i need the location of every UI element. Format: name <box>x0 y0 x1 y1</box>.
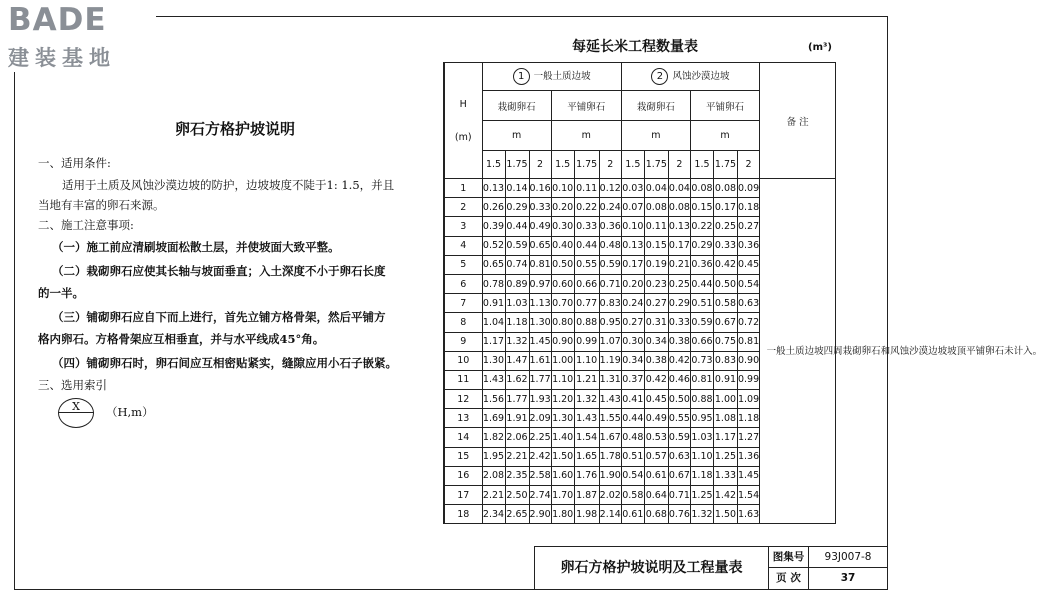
value-cell: 2.08 <box>482 466 505 485</box>
value-cell: 0.58 <box>713 294 737 313</box>
value-cell: 0.18 <box>737 198 759 217</box>
value-cell: 0.95 <box>690 409 713 428</box>
value-cell: 1.93 <box>529 390 551 409</box>
value-cell: 1.32 <box>690 505 713 524</box>
row-height-cell: 14 <box>444 428 482 447</box>
value-cell: 0.44 <box>621 409 644 428</box>
value-cell: 0.27 <box>644 294 668 313</box>
value-cell: 0.88 <box>574 313 599 332</box>
slope-header-cell: 1.5 <box>621 151 644 179</box>
value-cell: 0.29 <box>668 294 690 313</box>
row-height-cell: 11 <box>444 370 482 389</box>
value-cell: 0.51 <box>690 294 713 313</box>
value-cell: 0.42 <box>713 255 737 274</box>
g2-sub-b: 平铺卵石 <box>690 91 759 121</box>
slope-header-cell: 1.75 <box>574 151 599 179</box>
value-cell: 1.43 <box>574 409 599 428</box>
page-no-label: 页 次 <box>769 568 809 589</box>
value-cell: 1.10 <box>690 447 713 466</box>
value-cell: 0.26 <box>482 198 505 217</box>
note-item-3-line2: 格内卵石。方格骨架应互相垂直，并与水平线成45°角。 <box>38 332 325 346</box>
value-cell: 1.08 <box>713 409 737 428</box>
value-cell: 0.58 <box>621 486 644 505</box>
value-cell: 1.77 <box>505 390 529 409</box>
value-cell: 0.81 <box>529 255 551 274</box>
value-cell: 1.50 <box>713 505 737 524</box>
index-symbol-x: X <box>72 400 80 413</box>
value-cell: 1.27 <box>737 428 759 447</box>
remarks-header: 备 注 <box>760 63 836 179</box>
value-cell: 0.21 <box>668 255 690 274</box>
index-symbol <box>58 398 94 428</box>
value-cell: 0.88 <box>690 390 713 409</box>
value-cell: 1.82 <box>482 428 505 447</box>
value-cell: 0.44 <box>690 274 713 293</box>
value-cell: 0.59 <box>668 428 690 447</box>
value-cell: 0.13 <box>668 217 690 236</box>
g1-sub-a: 栽砌卵石 <box>482 91 551 121</box>
value-cell: 0.59 <box>505 236 529 255</box>
section1-heading: 一、适用条件: <box>38 156 111 170</box>
note-item-2-line1: （二）栽砌卵石应使其长轴与坡面垂直；入土深度不小于卵石长度 <box>52 264 386 278</box>
value-cell: 0.33 <box>668 313 690 332</box>
value-cell: 0.15 <box>690 198 713 217</box>
group2-header <box>621 63 759 91</box>
value-cell: 0.14 <box>505 179 529 198</box>
value-cell: 1.33 <box>713 466 737 485</box>
value-cell: 0.25 <box>668 274 690 293</box>
row-height-cell: 18 <box>444 505 482 524</box>
h-label: H <box>459 98 467 110</box>
value-cell: 1.67 <box>599 428 621 447</box>
value-cell: 1.76 <box>574 466 599 485</box>
value-cell: 0.13 <box>621 236 644 255</box>
value-cell: 1.00 <box>551 351 574 370</box>
quantity-table <box>443 62 1042 524</box>
value-cell: 1.55 <box>599 409 621 428</box>
value-cell: 0.59 <box>599 255 621 274</box>
value-cell: 1.17 <box>713 428 737 447</box>
value-cell: 0.09 <box>737 179 759 198</box>
value-cell: 1.65 <box>574 447 599 466</box>
value-cell: 0.10 <box>551 179 574 198</box>
note-item-3-line1: （三）铺砌卵石应自下而上进行，首先立铺方格骨架，然后平铺方 <box>52 310 386 324</box>
value-cell: 0.46 <box>668 370 690 389</box>
atlas-no-value: 93J007-8 <box>809 547 887 568</box>
value-cell: 1.10 <box>551 370 574 389</box>
atlas-no-label: 图集号 <box>769 547 809 568</box>
value-cell: 0.20 <box>621 274 644 293</box>
value-cell: 0.67 <box>668 466 690 485</box>
note-item-4: （四）铺砌卵石时，卵石间应互相密贴紧实，缝隙应用小石子嵌紧。 <box>52 356 397 370</box>
row-height-cell: 16 <box>444 466 482 485</box>
value-cell: 1.77 <box>529 370 551 389</box>
group2-number: 2 <box>651 68 668 85</box>
slope-header-cell: 1.5 <box>690 151 713 179</box>
value-cell: 1.25 <box>690 486 713 505</box>
index-symbol-label: （H,m） <box>106 405 154 419</box>
value-cell: 1.45 <box>529 332 551 351</box>
value-cell: 1.21 <box>574 370 599 389</box>
value-cell: 0.10 <box>621 217 644 236</box>
value-cell: 0.04 <box>668 179 690 198</box>
value-cell: 0.36 <box>599 217 621 236</box>
value-cell: 0.61 <box>621 505 644 524</box>
h-unit: (m) <box>454 131 472 143</box>
value-cell: 0.45 <box>737 255 759 274</box>
value-cell: 1.18 <box>737 409 759 428</box>
value-cell: 0.91 <box>482 294 505 313</box>
value-cell: 0.44 <box>505 217 529 236</box>
value-cell: 0.34 <box>621 351 644 370</box>
value-cell: 0.97 <box>529 274 551 293</box>
value-cell: 0.57 <box>644 447 668 466</box>
value-cell: 0.65 <box>529 236 551 255</box>
value-cell: 0.38 <box>668 332 690 351</box>
value-cell: 0.41 <box>621 390 644 409</box>
slope-header-cell: 1.75 <box>505 151 529 179</box>
value-cell: 0.72 <box>737 313 759 332</box>
value-cell: 2.09 <box>529 409 551 428</box>
remarks-cell <box>760 179 1042 524</box>
value-cell: 0.61 <box>644 466 668 485</box>
value-cell: 0.30 <box>551 217 574 236</box>
value-cell: 0.74 <box>505 255 529 274</box>
row-height-cell: 1 <box>444 179 482 198</box>
value-cell: 2.06 <box>505 428 529 447</box>
value-cell: 0.24 <box>599 198 621 217</box>
table-unit: (m³) <box>808 42 832 53</box>
value-cell: 0.55 <box>668 409 690 428</box>
value-cell: 0.81 <box>690 370 713 389</box>
value-cell: 0.44 <box>574 236 599 255</box>
value-cell: 0.42 <box>668 351 690 370</box>
value-cell: 1.18 <box>505 313 529 332</box>
section1-line2: 当地有丰富的卵石来源。 <box>38 198 165 212</box>
value-cell: 0.30 <box>621 332 644 351</box>
value-cell: 1.19 <box>599 351 621 370</box>
value-cell: 2.50 <box>505 486 529 505</box>
value-cell: 1.04 <box>482 313 505 332</box>
value-cell: 1.87 <box>574 486 599 505</box>
slope-header-cell: 1.75 <box>644 151 668 179</box>
value-cell: 1.13 <box>529 294 551 313</box>
value-cell: 1.95 <box>482 447 505 466</box>
value-cell: 0.55 <box>574 255 599 274</box>
value-cell: 1.30 <box>482 351 505 370</box>
title-block-title: 卵石方格护坡说明及工程量表 <box>535 547 769 589</box>
value-cell: 0.68 <box>644 505 668 524</box>
value-cell: 0.07 <box>621 198 644 217</box>
value-cell: 0.50 <box>551 255 574 274</box>
value-cell: 2.25 <box>529 428 551 447</box>
value-cell: 0.36 <box>690 255 713 274</box>
value-cell: 1.20 <box>551 390 574 409</box>
row-height-cell: 7 <box>444 294 482 313</box>
value-cell: 0.81 <box>737 332 759 351</box>
row-height-cell: 5 <box>444 255 482 274</box>
slope-header-cell: 2 <box>599 151 621 179</box>
row-height-cell: 6 <box>444 274 482 293</box>
note-item-2-line2: 的一半。 <box>38 286 84 300</box>
group1-header <box>482 63 621 91</box>
value-cell: 1.31 <box>599 370 621 389</box>
value-cell: 0.22 <box>574 198 599 217</box>
value-cell: 0.08 <box>644 198 668 217</box>
value-cell: 1.78 <box>599 447 621 466</box>
value-cell: 1.60 <box>551 466 574 485</box>
value-cell: 0.54 <box>621 466 644 485</box>
table-title: 每延长米工程数量表 <box>572 39 698 55</box>
value-cell: 0.23 <box>644 274 668 293</box>
value-cell: 2.42 <box>529 447 551 466</box>
value-cell: 1.17 <box>482 332 505 351</box>
section3-heading: 三、选用索引 <box>38 378 107 392</box>
value-cell: 1.63 <box>737 505 759 524</box>
value-cell: 0.12 <box>599 179 621 198</box>
page-no-value: 37 <box>840 572 856 584</box>
value-cell: 0.36 <box>737 236 759 255</box>
slope-header-cell: 1.5 <box>482 151 505 179</box>
notes-title: 卵石方格护坡说明 <box>174 120 295 138</box>
value-cell: 0.52 <box>482 236 505 255</box>
value-cell: 0.99 <box>737 370 759 389</box>
value-cell: 0.70 <box>551 294 574 313</box>
row-height-cell: 4 <box>444 236 482 255</box>
value-cell: 0.63 <box>737 294 759 313</box>
value-cell: 0.48 <box>599 236 621 255</box>
value-cell: 0.63 <box>668 447 690 466</box>
value-cell: 0.51 <box>621 447 644 466</box>
value-cell: 0.33 <box>713 236 737 255</box>
value-cell: 0.67 <box>713 313 737 332</box>
value-cell: 1.32 <box>574 390 599 409</box>
value-cell: 0.45 <box>644 390 668 409</box>
slope-header-cell: 2 <box>529 151 551 179</box>
value-cell: 0.33 <box>529 198 551 217</box>
value-cell: 0.66 <box>574 274 599 293</box>
value-cell: 0.60 <box>551 274 574 293</box>
value-cell: 1.80 <box>551 505 574 524</box>
value-cell: 0.71 <box>599 274 621 293</box>
value-cell: 0.27 <box>737 217 759 236</box>
value-cell: 0.40 <box>551 236 574 255</box>
value-cell: 0.13 <box>482 179 505 198</box>
value-cell: 0.04 <box>644 179 668 198</box>
value-cell: 1.47 <box>505 351 529 370</box>
value-cell: 1.45 <box>737 466 759 485</box>
value-cell: 1.54 <box>574 428 599 447</box>
group1-label: 一般土质边坡 <box>533 71 591 82</box>
value-cell: 0.19 <box>644 255 668 274</box>
value-cell: 0.50 <box>713 274 737 293</box>
value-cell: 1.36 <box>737 447 759 466</box>
value-cell: 0.76 <box>668 505 690 524</box>
value-cell: 0.08 <box>690 179 713 198</box>
value-cell: 0.90 <box>737 351 759 370</box>
value-cell: 0.64 <box>644 486 668 505</box>
slope-header-cell: 1.75 <box>713 151 737 179</box>
value-cell: 0.66 <box>690 332 713 351</box>
value-cell: 0.08 <box>713 179 737 198</box>
value-cell: 1.91 <box>505 409 529 428</box>
value-cell: 0.38 <box>644 351 668 370</box>
note-item-1: （一）施工前应清刷坡面松散土层，并使坡面大致平整。 <box>52 240 340 254</box>
value-cell: 0.17 <box>621 255 644 274</box>
value-cell: 1.10 <box>574 351 599 370</box>
row-height-cell: 12 <box>444 390 482 409</box>
value-cell: 0.90 <box>551 332 574 351</box>
g2a-unit: m <box>621 121 690 151</box>
table-row <box>444 179 836 198</box>
value-cell: 0.89 <box>505 274 529 293</box>
slope-header-cell: 2 <box>737 151 759 179</box>
row-height-cell: 15 <box>444 447 482 466</box>
slope-header-cell: 1.5 <box>551 151 574 179</box>
value-cell: 1.30 <box>551 409 574 428</box>
g2b-unit: m <box>690 121 759 151</box>
value-cell: 2.14 <box>599 505 621 524</box>
value-cell: 0.48 <box>621 428 644 447</box>
value-cell: 1.69 <box>482 409 505 428</box>
row-height-cell: 13 <box>444 409 482 428</box>
value-cell: 0.11 <box>574 179 599 198</box>
logo-text-cn: 建装基地 <box>8 46 116 70</box>
value-cell: 2.35 <box>505 466 529 485</box>
value-cell: 0.99 <box>574 332 599 351</box>
value-cell: 1.43 <box>599 390 621 409</box>
value-cell: 0.33 <box>574 217 599 236</box>
value-cell: 0.17 <box>668 236 690 255</box>
slope-header-cell: 2 <box>668 151 690 179</box>
remarks-text: 一般土质边坡四周栽砌卵石和风蚀沙漠边坡坡顶平铺卵石未计入。 <box>766 345 1042 357</box>
value-cell: 1.32 <box>505 332 529 351</box>
value-cell: 1.25 <box>713 447 737 466</box>
value-cell: 0.17 <box>713 198 737 217</box>
value-cell: 0.54 <box>737 274 759 293</box>
value-cell: 2.02 <box>599 486 621 505</box>
row-height-cell: 8 <box>444 313 482 332</box>
value-cell: 2.58 <box>529 466 551 485</box>
value-cell: 1.56 <box>482 390 505 409</box>
value-cell: 2.74 <box>529 486 551 505</box>
value-cell: 0.11 <box>644 217 668 236</box>
value-cell: 1.00 <box>713 390 737 409</box>
value-cell: 1.62 <box>505 370 529 389</box>
value-cell: 0.91 <box>713 370 737 389</box>
value-cell: 1.54 <box>737 486 759 505</box>
value-cell: 0.49 <box>644 409 668 428</box>
value-cell: 0.78 <box>482 274 505 293</box>
value-cell: 0.08 <box>668 198 690 217</box>
section1-line1: 适用于土质及风蚀沙漠边坡的防护，边坡坡度不陡于1: 1.5，并且 <box>62 178 395 192</box>
value-cell: 0.22 <box>690 217 713 236</box>
group1-number: 1 <box>513 68 530 85</box>
g1b-unit: m <box>551 121 621 151</box>
g1-sub-b: 平铺卵石 <box>551 91 621 121</box>
value-cell: 0.34 <box>644 332 668 351</box>
value-cell: 1.40 <box>551 428 574 447</box>
value-cell: 0.71 <box>668 486 690 505</box>
row-height-cell: 17 <box>444 486 482 505</box>
value-cell: 1.30 <box>529 313 551 332</box>
value-cell: 0.03 <box>621 179 644 198</box>
value-cell: 0.15 <box>644 236 668 255</box>
value-cell: 2.21 <box>482 486 505 505</box>
value-cell: 0.31 <box>644 313 668 332</box>
value-cell: 0.59 <box>690 313 713 332</box>
value-cell: 0.73 <box>690 351 713 370</box>
value-cell: 0.83 <box>713 351 737 370</box>
value-cell: 0.25 <box>713 217 737 236</box>
value-cell: 0.27 <box>621 313 644 332</box>
section2-heading: 二、施工注意事项: <box>38 218 134 232</box>
value-cell: 0.80 <box>551 313 574 332</box>
row-height-cell: 9 <box>444 332 482 351</box>
value-cell: 1.09 <box>737 390 759 409</box>
value-cell: 0.29 <box>505 198 529 217</box>
logo-text-en: BADE <box>8 2 107 38</box>
h-header-cell <box>444 63 482 179</box>
value-cell: 2.65 <box>505 505 529 524</box>
value-cell: 1.50 <box>551 447 574 466</box>
value-cell: 0.95 <box>599 313 621 332</box>
value-cell: 0.83 <box>599 294 621 313</box>
value-cell: 0.65 <box>482 255 505 274</box>
g1a-unit: m <box>482 121 551 151</box>
title-block <box>534 546 888 590</box>
value-cell: 0.29 <box>690 236 713 255</box>
value-cell: 0.53 <box>644 428 668 447</box>
value-cell: 2.90 <box>529 505 551 524</box>
value-cell: 0.37 <box>621 370 644 389</box>
value-cell: 0.42 <box>644 370 668 389</box>
value-cell: 0.77 <box>574 294 599 313</box>
value-cell: 1.90 <box>599 466 621 485</box>
value-cell: 2.21 <box>505 447 529 466</box>
value-cell: 1.98 <box>574 505 599 524</box>
value-cell: 0.75 <box>713 332 737 351</box>
value-cell: 1.43 <box>482 370 505 389</box>
row-height-cell: 2 <box>444 198 482 217</box>
group2-label: 风蚀沙漠边坡 <box>672 71 730 82</box>
value-cell: 0.49 <box>529 217 551 236</box>
value-cell: 1.03 <box>505 294 529 313</box>
g2-sub-a: 栽砌卵石 <box>621 91 690 121</box>
value-cell: 1.70 <box>551 486 574 505</box>
value-cell: 0.50 <box>668 390 690 409</box>
value-cell: 0.16 <box>529 179 551 198</box>
value-cell: 1.61 <box>529 351 551 370</box>
value-cell: 1.07 <box>599 332 621 351</box>
logo <box>6 2 156 72</box>
row-height-cell: 3 <box>444 217 482 236</box>
value-cell: 0.39 <box>482 217 505 236</box>
value-cell: 1.42 <box>713 486 737 505</box>
value-cell: 2.34 <box>482 505 505 524</box>
value-cell: 1.18 <box>690 466 713 485</box>
value-cell: 0.20 <box>551 198 574 217</box>
row-height-cell: 10 <box>444 351 482 370</box>
value-cell: 1.03 <box>690 428 713 447</box>
value-cell: 0.24 <box>621 294 644 313</box>
